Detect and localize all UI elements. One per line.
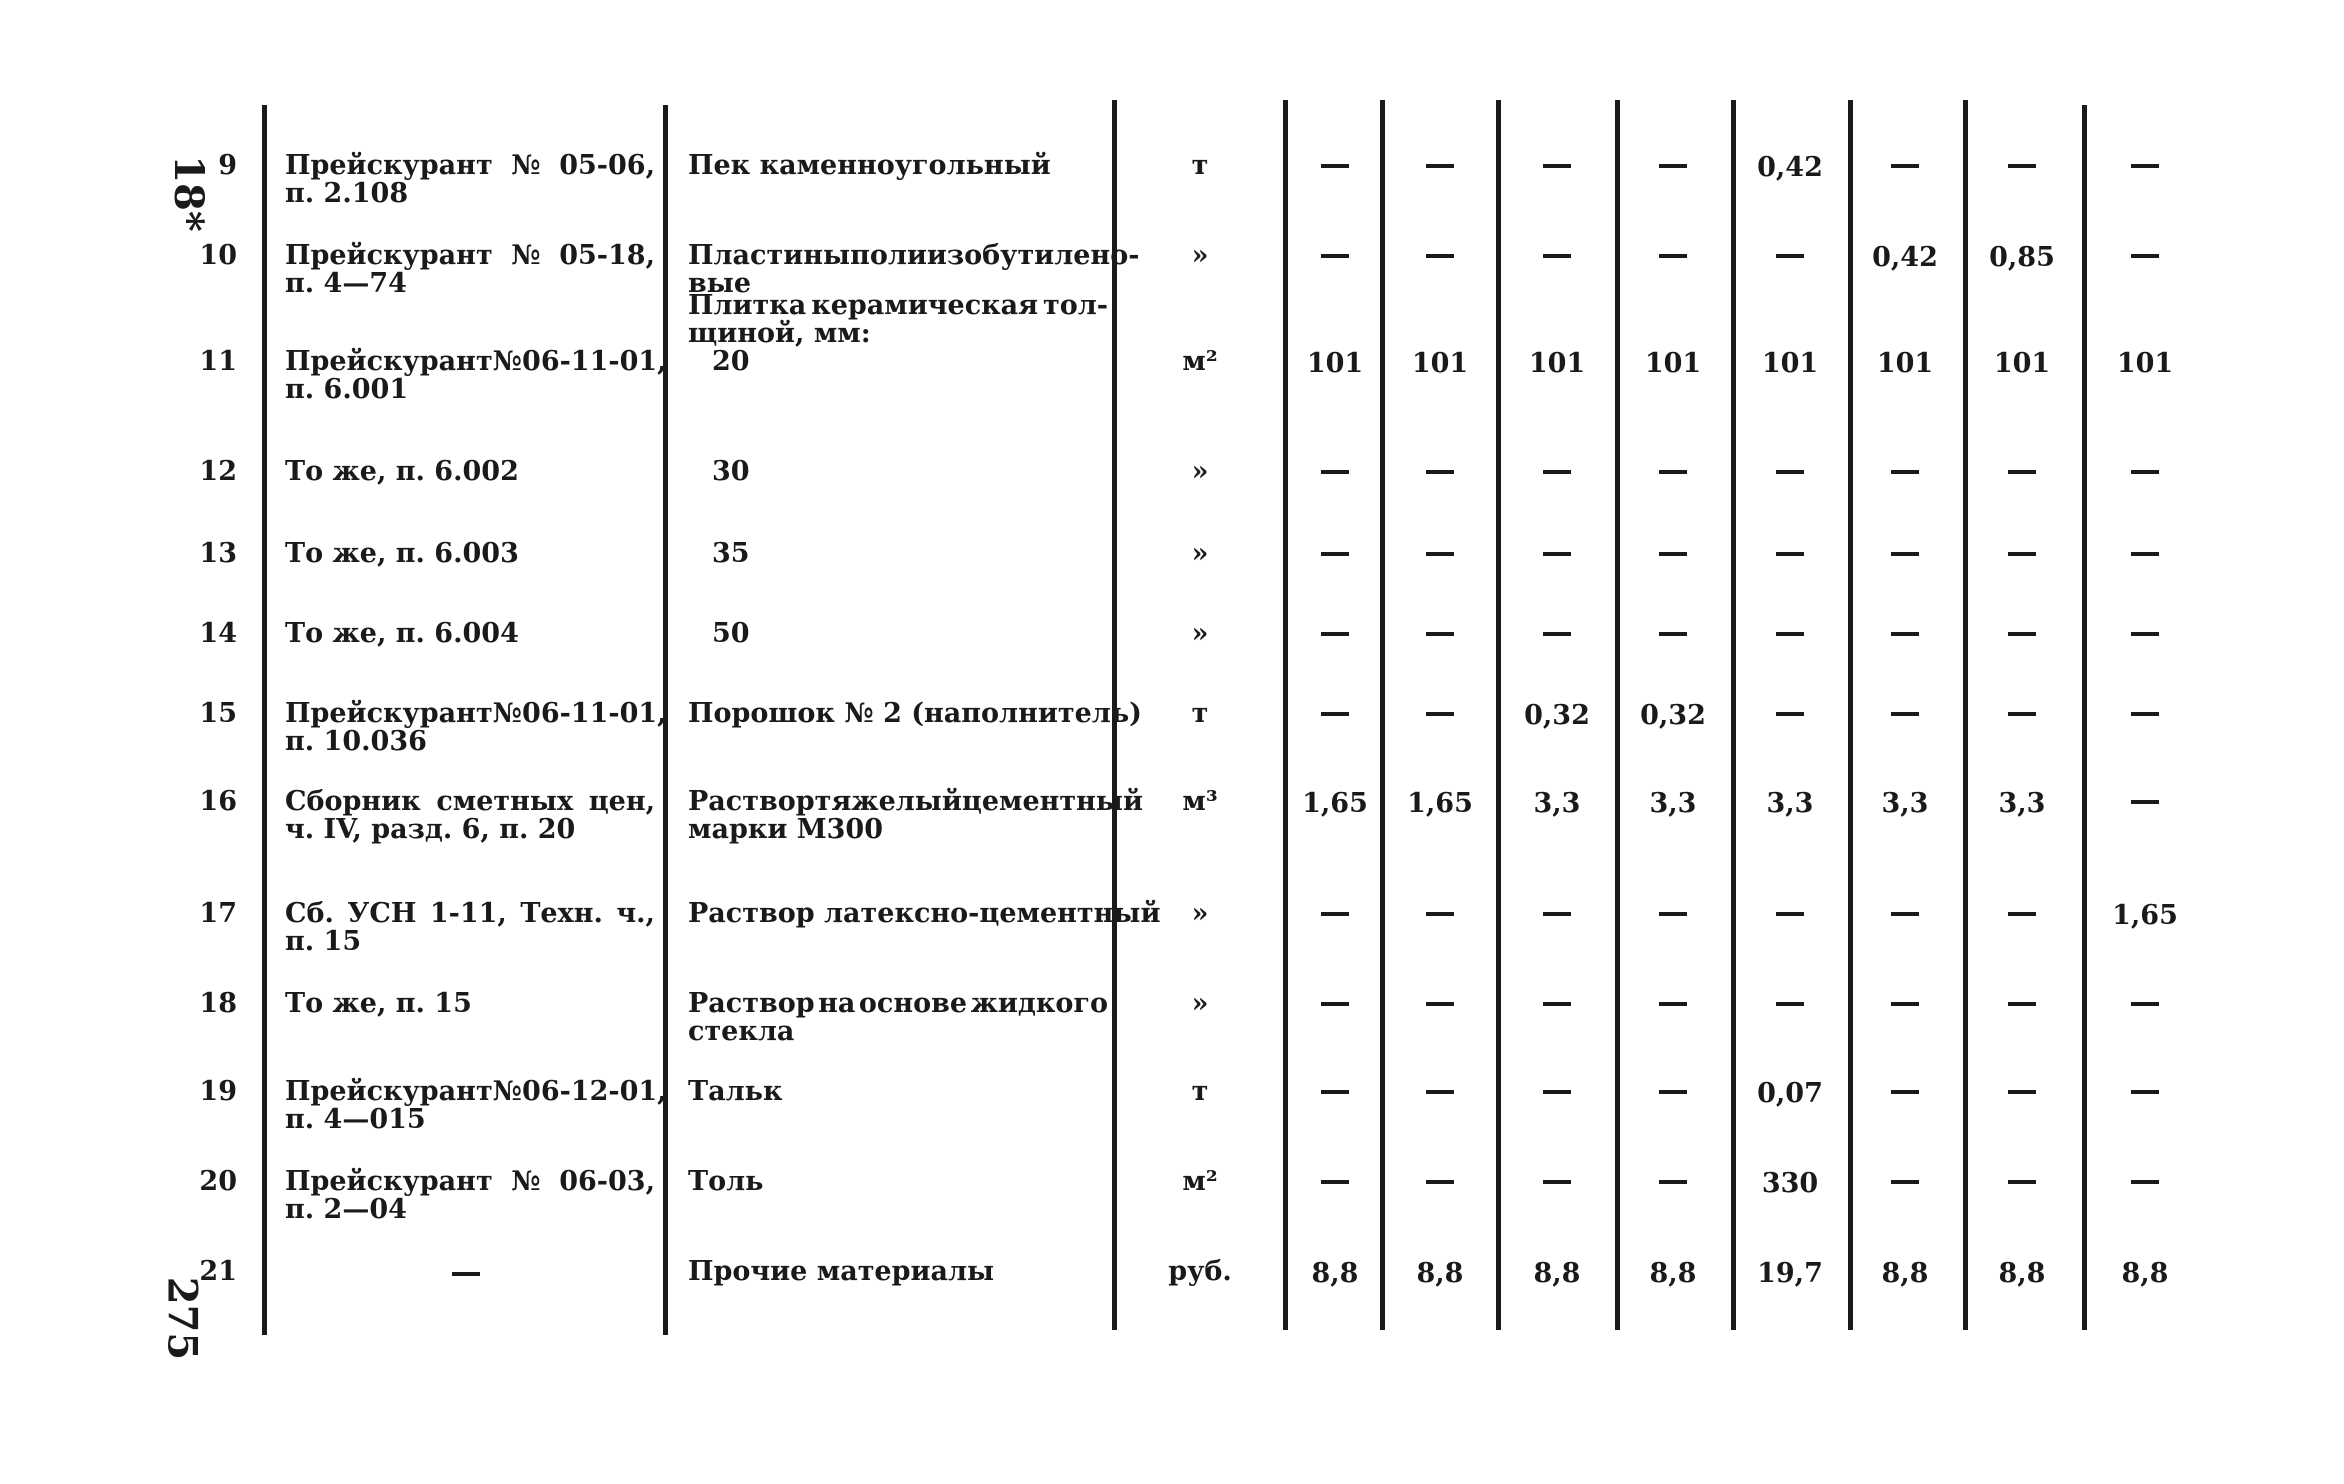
row-number: 20	[199, 1166, 237, 1197]
unit-cell: »	[1191, 898, 1209, 929]
empty-value-dash	[2131, 254, 2159, 258]
empty-value-dash	[1776, 712, 1804, 716]
empty-value-dash	[1543, 1180, 1571, 1184]
empty-value-dash	[1776, 470, 1804, 474]
name-heading-line: щиной, мм:	[688, 318, 871, 349]
empty-value-dash	[2131, 470, 2159, 474]
quantity-value: 8,8	[2121, 1258, 2169, 1289]
empty-value-dash	[1426, 712, 1454, 716]
empty-value-dash	[1543, 164, 1571, 168]
quantity-value: 8,8	[1881, 1258, 1929, 1289]
empty-value-dash	[1659, 1180, 1687, 1184]
empty-value-dash	[1426, 1002, 1454, 1006]
empty-value-dash	[2131, 1090, 2159, 1094]
material-name-line: Прочие материалы	[688, 1256, 995, 1287]
empty-value-dash	[1543, 1002, 1571, 1006]
empty-value-dash	[2008, 1002, 2036, 1006]
quantity-value: 101	[1876, 348, 1934, 379]
source-line: п. 15	[285, 926, 362, 957]
empty-value-dash	[1426, 164, 1454, 168]
empty-value-dash	[2008, 164, 2036, 168]
quantity-value: 101	[1644, 348, 1702, 379]
empty-value-dash	[1543, 552, 1571, 556]
quantity-value: 8,8	[1416, 1258, 1464, 1289]
empty-value-dash	[1659, 552, 1687, 556]
row-number: 12	[199, 456, 237, 487]
source-line: п. 10.036	[285, 726, 427, 757]
source-line: п. 4—015	[285, 1104, 426, 1135]
empty-value-dash	[1659, 254, 1687, 258]
empty-value-dash	[1776, 1002, 1804, 1006]
quantity-value: 8,8	[1998, 1258, 2046, 1289]
row-number: 14	[199, 618, 237, 649]
source-line: Прейскурант № 06-11-01,	[285, 698, 667, 729]
empty-value-dash	[1891, 1002, 1919, 1006]
unit-cell: »	[1191, 240, 1209, 271]
empty-value-dash	[2008, 470, 2036, 474]
source-line: Прейскурант № 05-06,	[285, 150, 655, 181]
empty-value-dash	[2131, 632, 2159, 636]
source-line: То же, п. 6.003	[285, 538, 519, 569]
column-rule	[1731, 100, 1736, 1330]
empty-value-dash	[2131, 712, 2159, 716]
empty-value-dash	[1321, 1180, 1349, 1184]
quantity-value: 8,8	[1533, 1258, 1581, 1289]
thickness-value: 20	[712, 346, 750, 377]
quantity-value: 0,42	[1757, 152, 1823, 183]
empty-value-dash	[1543, 632, 1571, 636]
empty-value-dash	[2008, 712, 2036, 716]
empty-value-dash	[1426, 470, 1454, 474]
empty-value-dash	[1891, 552, 1919, 556]
material-name-line: Раствор на основе жидкого	[688, 988, 1108, 1019]
material-name-line: Пек каменноугольный	[688, 150, 1051, 181]
source-line: Прейскурант № 06-12-01,	[285, 1076, 667, 1107]
column-rule	[1615, 100, 1620, 1330]
quantity-value: 101	[1528, 348, 1586, 379]
quantity-value: 101	[1761, 348, 1819, 379]
source-line: То же, п. 6.004	[285, 618, 519, 649]
empty-value-dash	[1426, 632, 1454, 636]
column-rule	[1963, 100, 1968, 1330]
quantity-value: 101	[1306, 348, 1364, 379]
empty-value-dash	[1659, 1090, 1687, 1094]
empty-value-dash	[1543, 470, 1571, 474]
quantity-value: 19,7	[1757, 1258, 1823, 1289]
quantity-value: 101	[1411, 348, 1469, 379]
material-name-line: Раствор тяжелый цементный	[688, 786, 1143, 817]
material-name-line: Порошок № 2 (наполнитель)	[688, 698, 1142, 729]
source-line: Прейскурант № 06-03,	[285, 1166, 655, 1197]
empty-value-dash	[1426, 912, 1454, 916]
empty-value-dash	[1426, 1090, 1454, 1094]
unit-cell: руб.	[1168, 1256, 1232, 1287]
unit-cell: »	[1191, 538, 1209, 569]
empty-value-dash	[1891, 1180, 1919, 1184]
source-line: п. 2.108	[285, 178, 409, 209]
quantity-value: 1,65	[1302, 788, 1368, 819]
quantity-value: 3,3	[1649, 788, 1697, 819]
unit-cell: м²	[1182, 1166, 1218, 1197]
column-rule	[2082, 105, 2087, 1330]
quantity-value: 3,3	[1881, 788, 1929, 819]
empty-value-dash	[1321, 470, 1349, 474]
quantity-value: 0,85	[1989, 242, 2055, 273]
empty-value-dash	[2008, 632, 2036, 636]
empty-value-dash	[2008, 912, 2036, 916]
unit-cell: т	[1191, 150, 1209, 181]
name-heading-line: Плитка керамическая тол-	[688, 290, 1108, 321]
material-name-line: Толь	[688, 1166, 764, 1197]
empty-value-dash	[1891, 1090, 1919, 1094]
empty-value-dash	[1776, 552, 1804, 556]
empty-value-dash	[1321, 632, 1349, 636]
quantity-value: 0,07	[1757, 1078, 1823, 1109]
empty-value-dash	[2131, 164, 2159, 168]
empty-value-dash	[1776, 912, 1804, 916]
empty-value-dash	[2008, 552, 2036, 556]
quantity-value: 1,65	[2112, 900, 2178, 931]
empty-value-dash	[1426, 1180, 1454, 1184]
material-name-line: Пластины полиизобутилено-	[688, 240, 1140, 271]
column-rule	[1496, 100, 1501, 1330]
quantity-value: 3,3	[1998, 788, 2046, 819]
empty-value-dash	[1543, 1090, 1571, 1094]
empty-value-dash	[2008, 1180, 2036, 1184]
quantity-value: 0,32	[1524, 700, 1590, 731]
empty-value-dash	[1321, 164, 1349, 168]
row-number: 21	[199, 1256, 237, 1287]
material-name-line: Раствор латексно-цементный	[688, 898, 1161, 929]
source-line: п. 6.001	[285, 374, 409, 405]
unit-cell: т	[1191, 1076, 1209, 1107]
column-rule	[1283, 100, 1288, 1330]
empty-value-dash	[1543, 254, 1571, 258]
quantity-value: 8,8	[1649, 1258, 1697, 1289]
quantity-value: 101	[2116, 348, 2174, 379]
unit-cell: »	[1191, 988, 1209, 1019]
source-line: Прейскурант № 06-11-01,	[285, 346, 667, 377]
source-line: Сборник сметных цен,	[285, 786, 655, 817]
empty-value-dash	[1321, 912, 1349, 916]
empty-value-dash	[1426, 552, 1454, 556]
row-number: 9	[218, 150, 237, 181]
quantity-value: 8,8	[1311, 1258, 1359, 1289]
thickness-value: 50	[712, 618, 750, 649]
source-line: То же, п. 6.002	[285, 456, 519, 487]
source-line: Прейскурант № 05-18,	[285, 240, 655, 271]
empty-value-dash	[1543, 912, 1571, 916]
empty-value-dash	[2131, 800, 2159, 804]
quantity-value: 101	[1993, 348, 2051, 379]
page-side-label-top: 18*	[164, 155, 212, 232]
empty-value-dash	[1891, 470, 1919, 474]
empty-value-dash	[1776, 632, 1804, 636]
quantity-value: 330	[1761, 1168, 1819, 1199]
empty-value-dash	[1321, 712, 1349, 716]
row-number: 10	[199, 240, 237, 271]
quantity-value: 3,3	[1533, 788, 1581, 819]
quantity-value: 3,3	[1766, 788, 1814, 819]
empty-value-dash	[1659, 1002, 1687, 1006]
material-name-line: Тальк	[688, 1076, 783, 1107]
row-number: 15	[199, 698, 237, 729]
empty-value-dash	[2131, 552, 2159, 556]
empty-value-dash	[1321, 552, 1349, 556]
unit-cell: т	[1191, 698, 1209, 729]
source-line: Сб. УСН 1-11, Техн. ч.,	[285, 898, 655, 929]
material-name-line: марки М300	[688, 814, 883, 845]
row-number: 16	[199, 786, 237, 817]
empty-value-dash	[1659, 470, 1687, 474]
source-dash	[452, 1272, 480, 1276]
thickness-value: 30	[712, 456, 750, 487]
page-number: 275	[158, 1276, 206, 1361]
row-number: 11	[199, 346, 237, 377]
column-rule	[1848, 100, 1853, 1330]
unit-cell: »	[1191, 456, 1209, 487]
quantity-value: 1,65	[1407, 788, 1473, 819]
empty-value-dash	[2008, 1090, 2036, 1094]
row-number: 17	[199, 898, 237, 929]
empty-value-dash	[1659, 164, 1687, 168]
unit-cell: м²	[1182, 346, 1218, 377]
empty-value-dash	[1891, 164, 1919, 168]
row-number: 13	[199, 538, 237, 569]
empty-value-dash	[1321, 1090, 1349, 1094]
column-rule	[262, 105, 267, 1335]
column-rule	[1380, 100, 1385, 1330]
empty-value-dash	[1891, 912, 1919, 916]
material-name-line: вые	[688, 268, 752, 299]
material-name-line: стекла	[688, 1016, 795, 1047]
empty-value-dash	[1659, 912, 1687, 916]
empty-value-dash	[1321, 254, 1349, 258]
empty-value-dash	[1776, 254, 1804, 258]
source-line: ч. IV, разд. 6, п. 20	[285, 814, 576, 845]
row-number: 18	[199, 988, 237, 1019]
empty-value-dash	[1659, 632, 1687, 636]
empty-value-dash	[1891, 712, 1919, 716]
source-line: То же, п. 15	[285, 988, 472, 1019]
empty-value-dash	[2131, 1002, 2159, 1006]
unit-cell: »	[1191, 618, 1209, 649]
thickness-value: 35	[712, 538, 750, 569]
empty-value-dash	[1426, 254, 1454, 258]
empty-value-dash	[2131, 1180, 2159, 1184]
source-line: п. 4—74	[285, 268, 407, 299]
empty-value-dash	[1891, 632, 1919, 636]
quantity-value: 0,42	[1872, 242, 1938, 273]
unit-cell: м³	[1182, 786, 1218, 817]
empty-value-dash	[1321, 1002, 1349, 1006]
quantity-value: 0,32	[1640, 700, 1706, 731]
source-line: п. 2—04	[285, 1194, 407, 1225]
row-number: 19	[199, 1076, 237, 1107]
